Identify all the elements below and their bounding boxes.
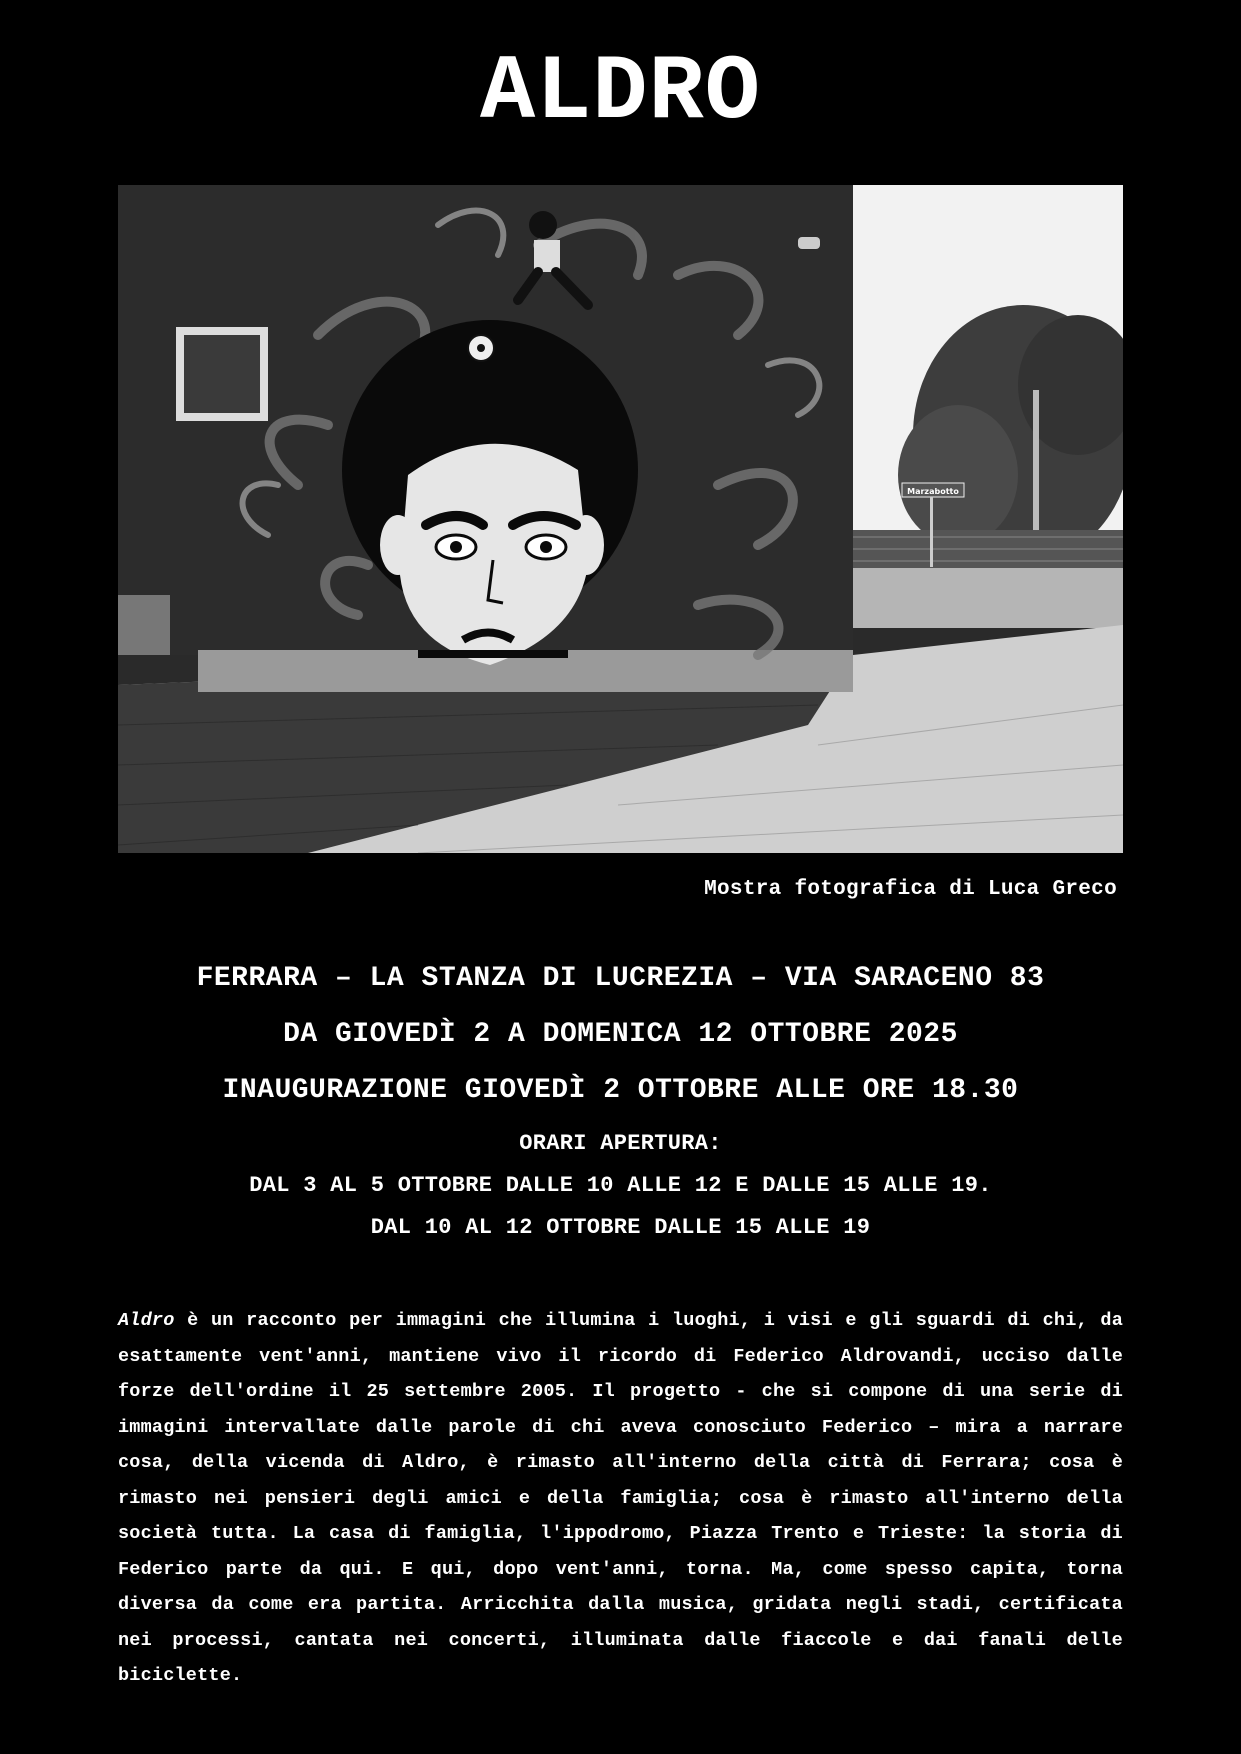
hours-line-1: DAL 3 AL 5 OTTOBRE DALLE 10 ALLE 12 E DALLE 15 ALLE 19. bbox=[249, 1173, 992, 1198]
photo-caption: Mostra fotografica di Luca Greco bbox=[704, 878, 1117, 901]
description-italic-lead: Aldro bbox=[118, 1310, 175, 1331]
opening-line: INAUGURAZIONE GIOVEDÌ 2 OTTOBRE ALLE ORE 18.30 bbox=[222, 1075, 1019, 1106]
poster-title: ALDRO bbox=[479, 40, 762, 145]
mural-photograph bbox=[118, 185, 1123, 853]
description-paragraph bbox=[118, 1303, 1123, 1694]
description-body: è un racconto per immagini che illumina i luoghi, i visi e gli sguardi di chi, da esattamente vent'anni, mantiene vivo il ricordo di Federico Aldrovandi, ucciso dalle forze dell'ordine il 25 settembre 2005. Il progetto - che si compone di una serie di immagini intervallate dalle parole di chi aveva conosciuto Federico – mira a narrare cosa, della vicenda di Aldro, è rimasto all'interno della città di Ferrara; cosa è rimasto nei pensieri degli amici e della famiglia; cosa è rimasto all'interno della società tutta. La casa di famiglia, l'ippodromo, Piazza Trento e Trieste: la storia di Federico parte da qui. E qui, dopo vent'anni, torna. Ma, come spesso capita, torna diversa da come era partita. Arricchita dalla musica, gridata negli stadi, certificata nei processi, cantata nei concerti, illuminata dalle fiaccole e dai fanali delle biciclette. bbox=[118, 1310, 1123, 1686]
hours-heading: ORARI APERTURA: bbox=[519, 1131, 722, 1156]
dates-line: DA GIOVEDÌ 2 A DOMENICA 12 OTTOBRE 2025 bbox=[283, 1019, 958, 1050]
hours-line-2: DAL 10 AL 12 OTTOBRE DALLE 15 ALLE 19 bbox=[370, 1215, 871, 1240]
station-sign-label: Marzabotto bbox=[907, 487, 959, 496]
event-info bbox=[0, 955, 1241, 1249]
venue-line: FERRARA – LA STANZA DI LUCREZIA – VIA SARACENO 83 bbox=[196, 963, 1045, 994]
